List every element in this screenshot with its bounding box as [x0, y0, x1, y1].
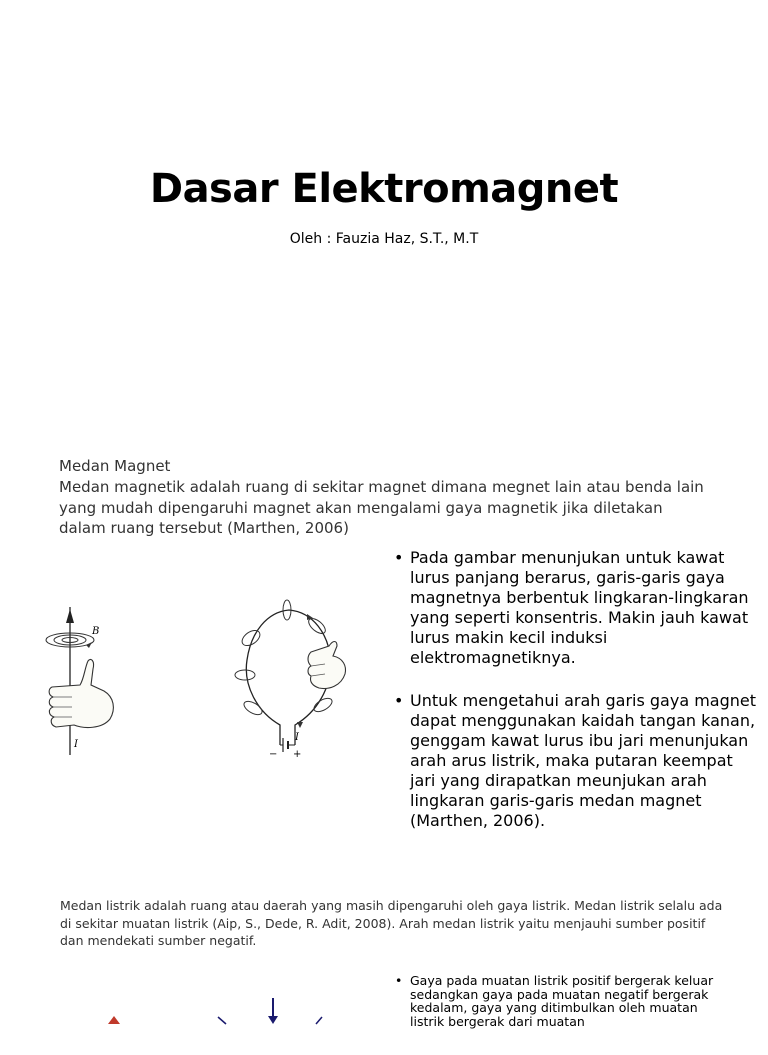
plus-sign: +	[293, 749, 302, 760]
navy-arrow-icon	[268, 1016, 278, 1024]
electric-field-bullets	[393, 974, 733, 1028]
electric-field-paragraph: Medan listrik adalah ruang atau daerah yang masih dipengaruhi oleh gaya listrik. Medan listrik selalu ada di sekitar muatan listrik (Aip, S., Dede, R. Adit, 2008). Arah medan listrik yaitu menjauhi sumber positif dan mendekati sumber negatif.	[60, 898, 723, 948]
section-paragraph: Medan magnetik adalah ruang di sekitar magnet dimana megnet lain atau benda lain yang mudah dipengaruhi magnet akan mengalami gaya magnetik jika diletakan dalam ruang tersebut (Marthen, 2006)	[59, 478, 704, 537]
bullet-item: • Pada gambar menunjukan untuk kawat lurus panjang berarus, garis-garis gaya magnetnya berbentuk lingkaran-lingkaran yang seperti konsentris. Makin jauh kawat lurus makin kecil induksi elektromagnetiknya.	[392, 548, 758, 668]
slide-subtitle: Oleh : Fauzia Haz, S.T., M.T	[289, 231, 479, 247]
bullet-item: • Gaya pada muatan listrik positif bergerak keluar sedangkan gaya pada muatan negatif bergerak kedalam, gaya yang ditimbulkan oleh muatan listrik bergerak dari muatan	[393, 974, 733, 1028]
section-heading: Medan Magnet	[59, 457, 171, 475]
slide-title: Dasar Elektromagnet	[149, 166, 619, 212]
minus-sign: −	[269, 749, 278, 760]
bullet-item: • Untuk mengetahui arah garis gaya magnet dapat menggunakan kaidah tangan kanan, genggam kawat lurus ibu jari menunjukan arah arus listrik, maka putaran keempat jari yang dirapatkan meunjukan arah lingkaran garis-garis medan magnet (Marthen, 2006).	[392, 691, 758, 831]
red-arrow-icon	[108, 1016, 120, 1024]
bullet-list	[392, 548, 758, 854]
electric-field-arrows	[90, 995, 390, 1055]
right-hand-straight-wire-figure	[40, 605, 120, 755]
current-label-right: I	[295, 732, 299, 743]
field-label: B	[92, 626, 100, 637]
right-hand-coil-loop-figure	[225, 600, 355, 760]
current-label-left: I	[74, 739, 78, 750]
